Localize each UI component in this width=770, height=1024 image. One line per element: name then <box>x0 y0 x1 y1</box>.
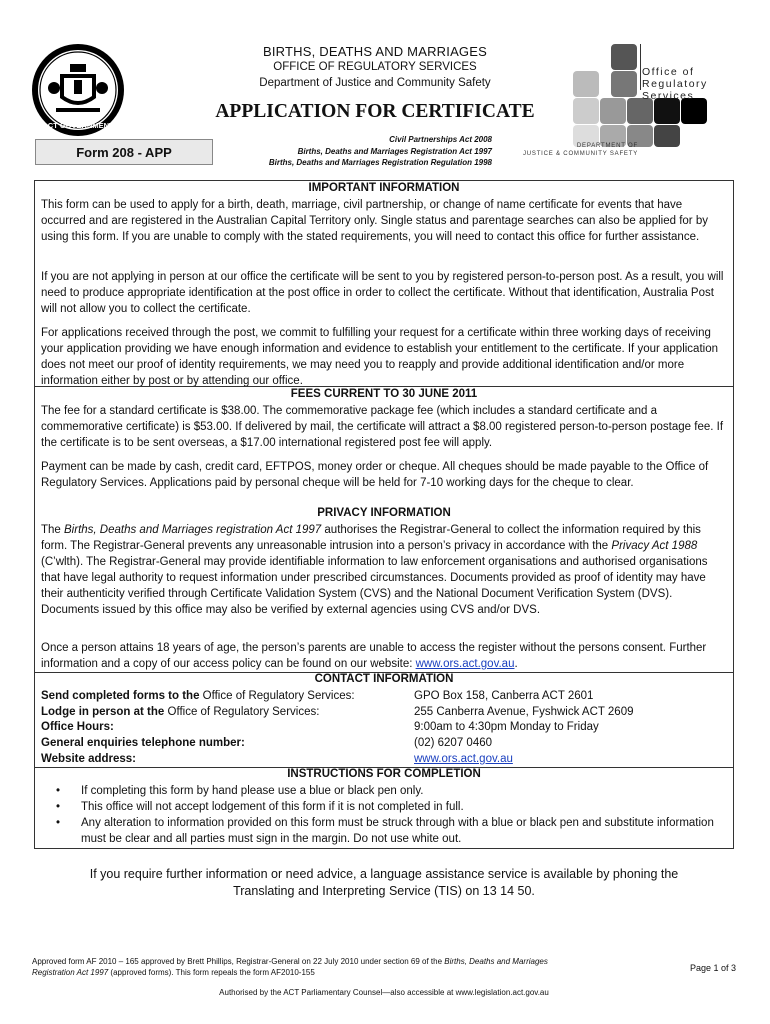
bullet-icon: • <box>56 817 61 829</box>
act-item: Births, Deaths and Marriages Registration Act 1997 <box>297 146 492 156</box>
page-number: Page 1 of 3 <box>690 963 737 973</box>
act-government-seal <box>30 42 126 138</box>
bullet-icon: • <box>56 785 61 797</box>
contact-label: Lodge in person at the Office of Regulatory Services: <box>41 706 320 718</box>
privacy-paragraph-1: The Births, Deaths and Marriages registration Act 1997 authorises the Registrar-General to collect the information required by this form. The Registrar-General prevents any unreasonable intrusion into a person’s privacy in accordance with the Privacy Act 1988 (C’wlth). The Registrar-General may provide identifiable information to law enforcement organisations and authorised organisations that have legal authority to request information under prescribed circumstances. Documents provided as proof of identity may have their authenticity verified through Certificate Validation System (CVS) and the National Document Verification System (DVS). Documents issued by this office may also be verified by external agencies using CVS and/or DVS. <box>41 524 708 616</box>
contact-label: Office Hours: <box>41 721 114 733</box>
important-paragraph-3: For applications received through the post, we commit to fulfilling your request for a certificate within three working days of receiving your application providing we have enough information and evidence to establish your entitlement to the certificate. If your application does not meet our proof of identity requirements, we may need you to reapply and provide additional identification and/or more information either by post or by attending our office. <box>41 327 718 387</box>
fees-heading: FEES CURRENT TO 30 JUNE 2011 <box>290 388 478 400</box>
page-title: APPLICATION FOR CERTIFICATE <box>215 101 535 122</box>
contact-phone: (02) 6207 0460 <box>414 737 493 749</box>
office-name: BIRTHS, DEATHS AND MARRIAGES <box>263 44 487 59</box>
fees-paragraph-2: Payment can be made by cash, credit card, EFTPOS, money order or cheque. All cheques should be made payable to the Office of Regulatory Services. Applications paid by personal cheque will be held for 7-10 working days for the cheque to clear. <box>41 461 709 489</box>
tis-notice: If you require further information or need advice, a language assistance service is available by phoning the Translating and Interpreting Service (TIS) on 13 14 50. <box>89 867 679 898</box>
contact-website-link[interactable]: www.ors.act.gov.au <box>414 753 513 765</box>
form-number-box: Form 208 - APP <box>35 139 213 165</box>
instructions-heading: INSTRUCTIONS FOR COMPLETION <box>287 768 481 780</box>
list-item: • If completing this form by hand please use a blue or black pen only. <box>56 785 424 797</box>
contact-postal-address: GPO Box 158, Canberra ACT 2601 <box>414 690 594 702</box>
office-subname: OFFICE OF REGULATORY SERVICES <box>273 61 477 73</box>
privacy-paragraph-2: Once a person attains 18 years of age, the person’s parents are unable to access the register without the persons consent. Further information and a copy of our access policy can be found on our website: www.ors.act.gov.au. <box>41 642 707 670</box>
contact-label: General enquiries telephone number: <box>41 737 245 749</box>
acts-list <box>210 134 492 169</box>
contact-heading: CONTACT INFORMATION <box>314 673 454 685</box>
important-paragraph-1: This form can be used to apply for a birth, death, marriage, civil partnership, or change of name certificate for events that have occurred and are registered in the Australian Capital Territory only. Single status and parentage searches can also be applied for by using this form. If you are unable to comply with the stated requirements, you will need to contact this office for further assistance. <box>41 199 708 243</box>
act-item: Births, Deaths and Marriages Registration Regulation 1998 <box>268 158 492 167</box>
contact-label: Send completed forms to the Office of Regulatory Services: <box>41 690 355 702</box>
contact-office-hours: 9:00am to 4:30pm Monday to Friday <box>414 721 599 733</box>
list-item: • Any alteration to information provided on this form must be struck through with a blue or black pen and substitute information must be clear and all parties must sign in the margin. Do not use white out. <box>56 817 714 845</box>
important-heading: IMPORTANT INFORMATION <box>308 182 460 194</box>
department-logo-text: DEPARTMENT OF JUSTICE & COMMUNITY SAFETY <box>522 143 638 157</box>
svg-text:ACT GOVERNMENT: ACT GOVERNMENT <box>42 121 114 130</box>
ors-logo-text: Office of Regulatory Services <box>642 66 708 102</box>
fees-paragraph-1: The fee for a standard certificate is $38.00. The commemorative package fee (which includes a standard certificate and a commemorative certificate) is $53.00. If delivered by mail, the certificate will attract a $8.00 registered person-to-person postage fee. If the certificate is to be sent overseas, a $17.00 international registered post fee will apply. <box>41 405 724 449</box>
section-divider <box>34 386 734 387</box>
act-item: Civil Partnerships Act 2008 <box>389 135 492 144</box>
website-link[interactable]: www.ors.act.gov.au <box>415 658 515 670</box>
contact-website-value <box>414 751 513 767</box>
contact-street-address: 255 Canberra Avenue, Fyshwick ACT 2609 <box>414 706 634 718</box>
contact-label: Website address: <box>41 753 137 765</box>
list-item: • This office will not accept lodgement of this form if it is not completed in full. <box>56 801 464 813</box>
important-paragraph-2: If you are not applying in person at our office the certificate will be sent to you by registered person-to-person post. As a result, you will need to produce appropriate identification at the post office in order to collect the certificate. Without that identification, Australia Post will not allow you to collect the certificate. <box>41 271 724 315</box>
bullet-icon: • <box>56 801 61 813</box>
authorised-by: Authorised by the ACT Parliamentary Counsel—also accessible at www.legislation.act.gov.au <box>219 988 549 997</box>
instructions-list <box>34 783 734 847</box>
privacy-heading: PRIVACY INFORMATION <box>317 507 451 519</box>
department-name: Department of Justice and Community Safety <box>259 77 491 89</box>
approval-footnote: Approved form AF 2010 – 165 approved by Brett Phillips, Registrar-General on 22 July 2010 under section 69 of the Births, Deaths and Marriages Registration Act 1997 (approved forms). This form repeals the form AF2010-155 <box>32 957 548 977</box>
